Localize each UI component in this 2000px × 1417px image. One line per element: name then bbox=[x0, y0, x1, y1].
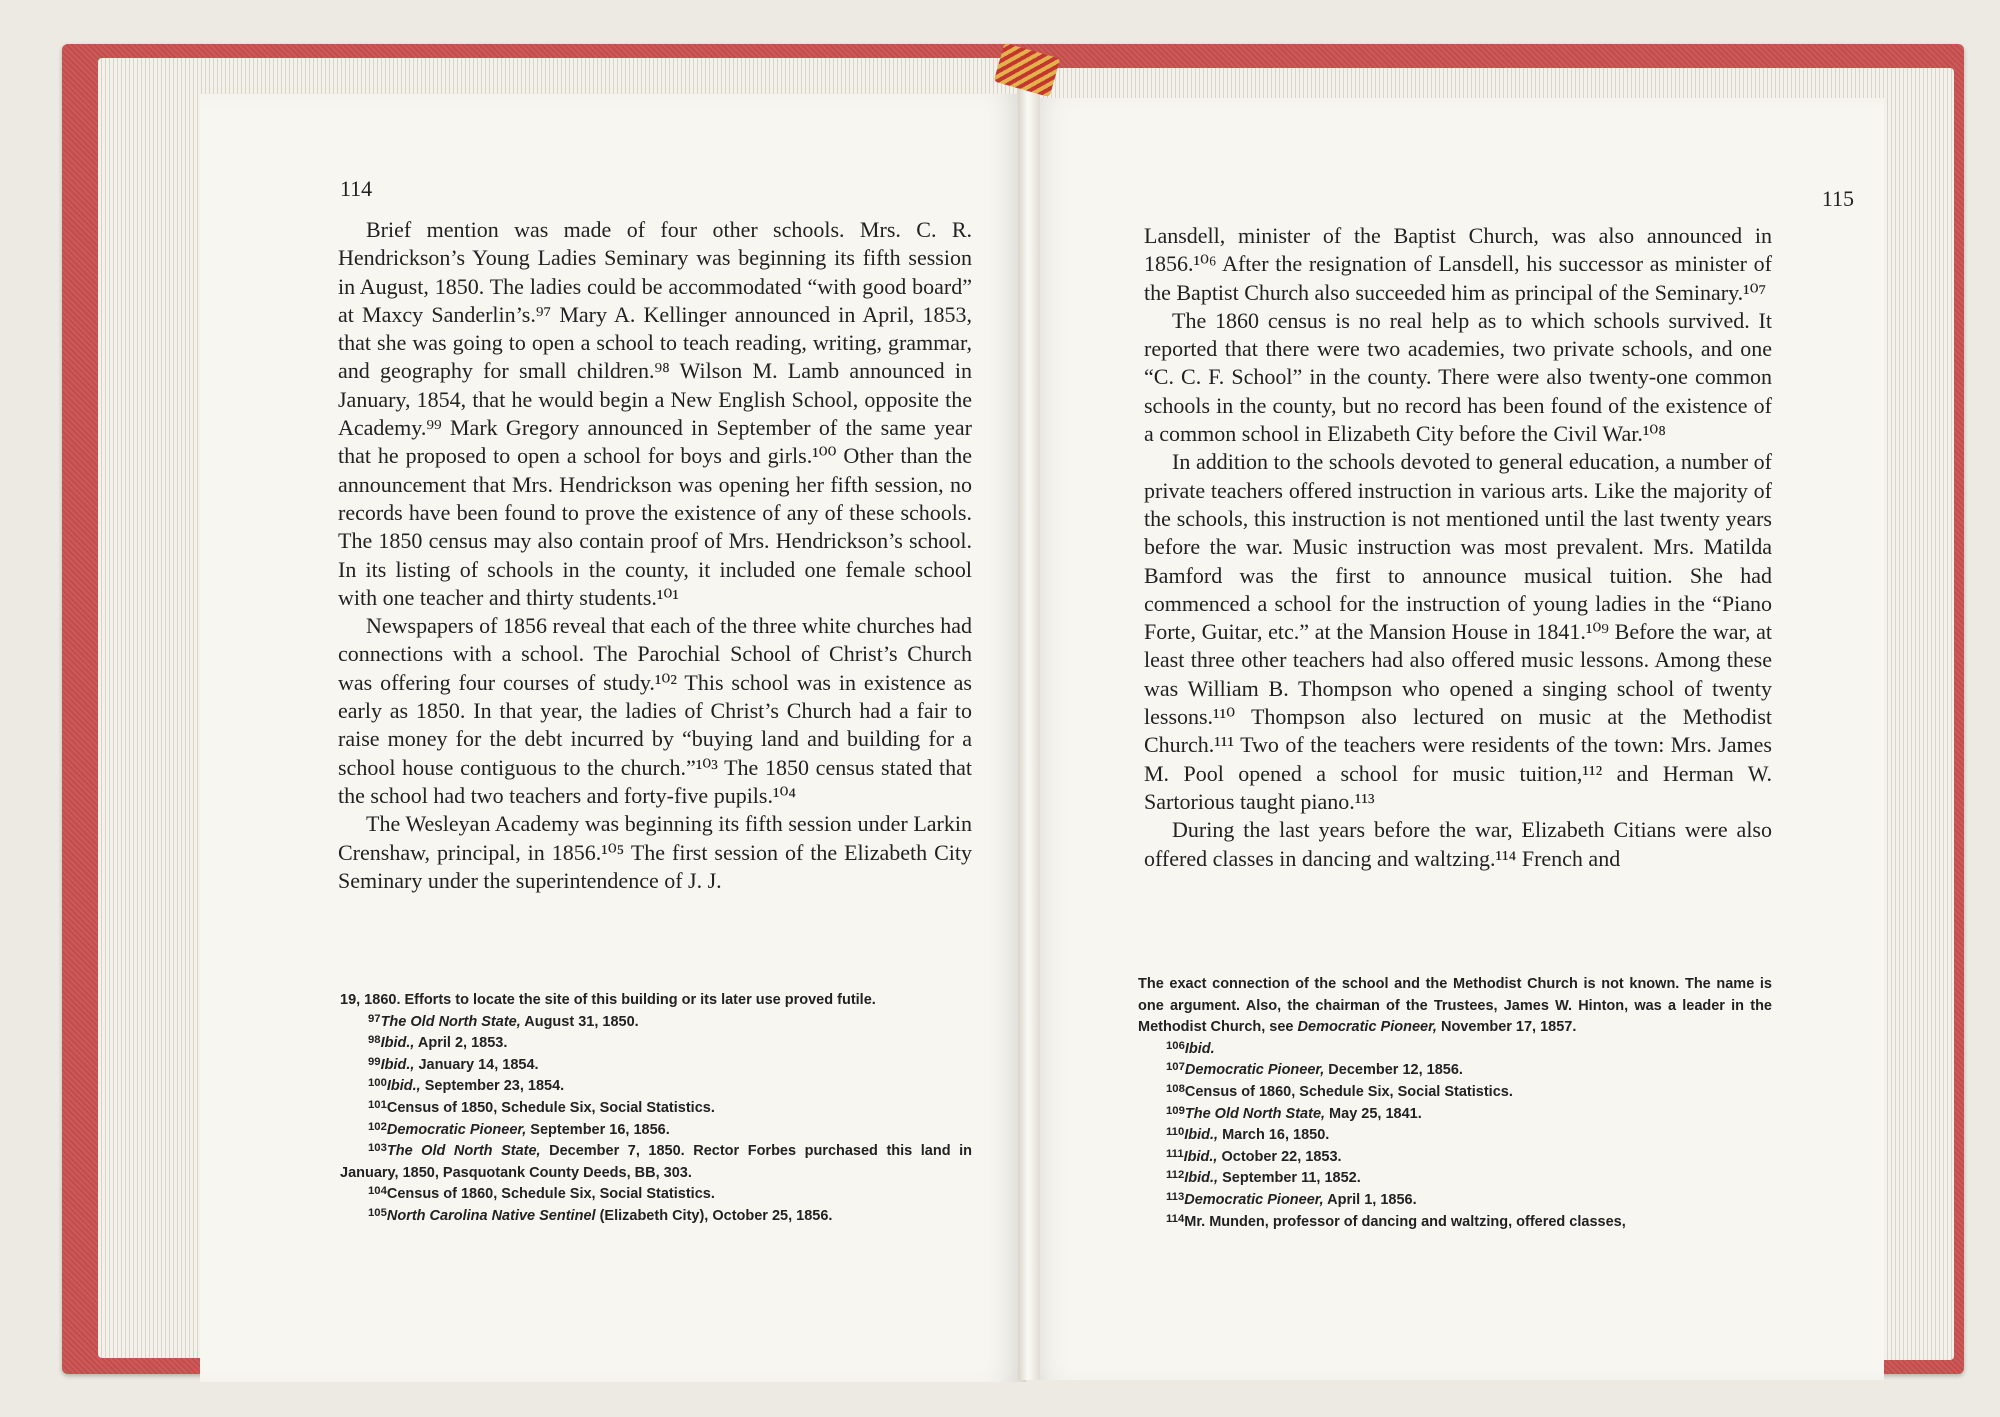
footnotes bbox=[1138, 974, 1772, 1233]
book-gutter bbox=[1018, 80, 1040, 1380]
footnote: $^{103}$The Old North State, December 7, 1850. Rector Forbes purchased this land in January, 1850, Pasquotank County Deeds, BB, 303. bbox=[340, 1142, 973, 1181]
footnote: $^{108}$Census of 1860, Schedule Six, Social Statistics. bbox=[1166, 1083, 1513, 1100]
footnote-continuation: The exact connection of the school and the Methodist Church is not known. The name is one argument. Also, the chairman of the Trustees, James W. Hinton, was a leader in the Methodist Church, see Democratic Pioneer, November 17, 1857. bbox=[1138, 976, 1772, 1036]
footnote: $^{112}$Ibid., September 11, 1852. bbox=[1166, 1169, 1361, 1187]
paragraph: Lansdell, minister of the Baptist Church, was also announced in 1856.¹⁰⁶ After the resignation of Lansdell, his successor as minister of the Baptist Church also succeeded him as principal of the Seminary.¹⁰⁷ bbox=[1144, 223, 1772, 305]
page-number: 115 bbox=[1821, 186, 1854, 211]
footnote: $^{111}$Ibid., October 22, 1853. bbox=[1166, 1147, 1342, 1165]
footnote: $^{105}$North Carolina Native Sentinel (Elizabeth City), October 25, 1856. bbox=[368, 1206, 833, 1224]
footnote: $^{104}$Census of 1860, Schedule Six, Social Statistics. bbox=[368, 1185, 715, 1203]
paragraph: The 1860 census is no real help as to which schools survived. It reported that there were two academies, two private schools, and one “C. C. F. School” in the county. There were also twenty-one common schools in the county, but no record has been found of the existence of a common school in Elizabeth City before the Civil War.¹⁰⁸ bbox=[1144, 307, 1772, 447]
paragraph: The Wesleyan Academy was beginning its fifth session under Larkin Crenshaw, principal, in 1856.¹⁰⁵ The first session of the Elizabeth City Seminary under the superintendence of J. J. bbox=[338, 811, 972, 893]
paragraph: Newspapers of 1856 reveal that each of the three white churches had connections with a school. The Parochial School of Christ’s Church was offering four courses of study.¹⁰² This school was in existence as early as 1850. In that year, the ladies of Christ’s Church had a fair to raise money for the debt incurred by “buying land and building for a school house contiguous to the church.”¹⁰³ The 1850 census stated that the school had two teachers and forty-five pupils.¹⁰⁴ bbox=[338, 613, 972, 808]
footnote: $^{107}$Democratic Pioneer, December 12, 1856. bbox=[1166, 1061, 1463, 1079]
footnote: $^{100}$Ibid., September 23, 1854. bbox=[368, 1077, 565, 1095]
body-text bbox=[1144, 222, 1772, 873]
footnote-continuation: 19, 1860. Efforts to locate the site of this building or its later use proved futile. bbox=[340, 992, 876, 1008]
footnote: $^{113}$Democratic Pioneer, April 1, 1856. bbox=[1166, 1190, 1417, 1208]
footnote: $^{106}$Ibid. bbox=[1166, 1039, 1215, 1057]
body-text bbox=[338, 216, 972, 895]
footnote: $^{97}$The Old North State, August 31, 1850. bbox=[368, 1012, 639, 1030]
footnote: $^{110}$Ibid., March 16, 1850. bbox=[1166, 1126, 1330, 1144]
footnote: $^{114}$Mr. Munden, professor of dancing and waltzing, offered classes, bbox=[1166, 1212, 1626, 1230]
right-page bbox=[1026, 98, 1884, 1380]
footnote: $^{101}$Census of 1850, Schedule Six, Social Statistics. bbox=[368, 1099, 715, 1116]
footnote: $^{99}$Ibid., January 14, 1854. bbox=[368, 1055, 539, 1073]
paragraph: Brief mention was made of four other schools. Mrs. C. R. Hendrickson’s Young Ladies Seminary was beginning its fifth session in August, 1850. The ladies could be accommodated “with good board” at Maxcy Sanderlin’s.⁹⁷ Mary A. Kellinger announced in April, 1853, that she was going to open a school to teach reading, writing, grammar, and geography for small children.⁹⁸ Wilson M. Lamb announced in January, 1854, that he would begin a New English School, opposite the Academy.⁹⁹ Mark Gregory announced in September of the same year that he proposed to open a school for boys and girls.¹⁰⁰ Other than the announcement that Mrs. Hendrickson was opening her fifth session, no records have been found to prove the existence of any of these schools. The 1850 census may also contain proof of Mrs. Hendrickson’s school. In its listing of schools in the county, it included one female school with one teacher and thirty students.¹⁰¹ bbox=[338, 217, 972, 610]
paragraph: In addition to the schools devoted to general education, a number of private teachers offered instruction in various arts. Like the majority of the schools, this instruction is not mentioned until the last twenty years before the war. Music instruction was most prevalent. Mrs. Matilda Bamford was the first to announce musical tuition. She had commenced a school for the instruction of young ladies in the “Piano Forte, Guitar, etc.” at the Mansion House in 1841.¹⁰⁹ Before the war, at least three other teachers had also offered music lessons. Among these was William B. Thompson who opened a singing school of twenty lessons.¹¹⁰ Thompson also lectured on music at the Methodist Church.¹¹¹ Two of the teachers were residents of the town: Mrs. James M. Pool opened a school for music tuition,¹¹² and Herman W. Sartorious taught piano.¹¹³ bbox=[1144, 449, 1772, 814]
page-number: 114 bbox=[340, 176, 373, 201]
paragraph: During the last years before the war, Elizabeth Citians were also offered classes in dancing and waltzing.¹¹⁴ French and bbox=[1144, 817, 1772, 871]
footnote: $^{102}$Democratic Pioneer, September 16, 1856. bbox=[368, 1120, 670, 1138]
footnote: $^{109}$The Old North State, May 25, 1841. bbox=[1166, 1104, 1422, 1122]
left-page bbox=[200, 94, 1026, 1382]
footnote: $^{98}$Ibid., April 2, 1853. bbox=[368, 1034, 508, 1052]
footnotes bbox=[340, 990, 972, 1228]
